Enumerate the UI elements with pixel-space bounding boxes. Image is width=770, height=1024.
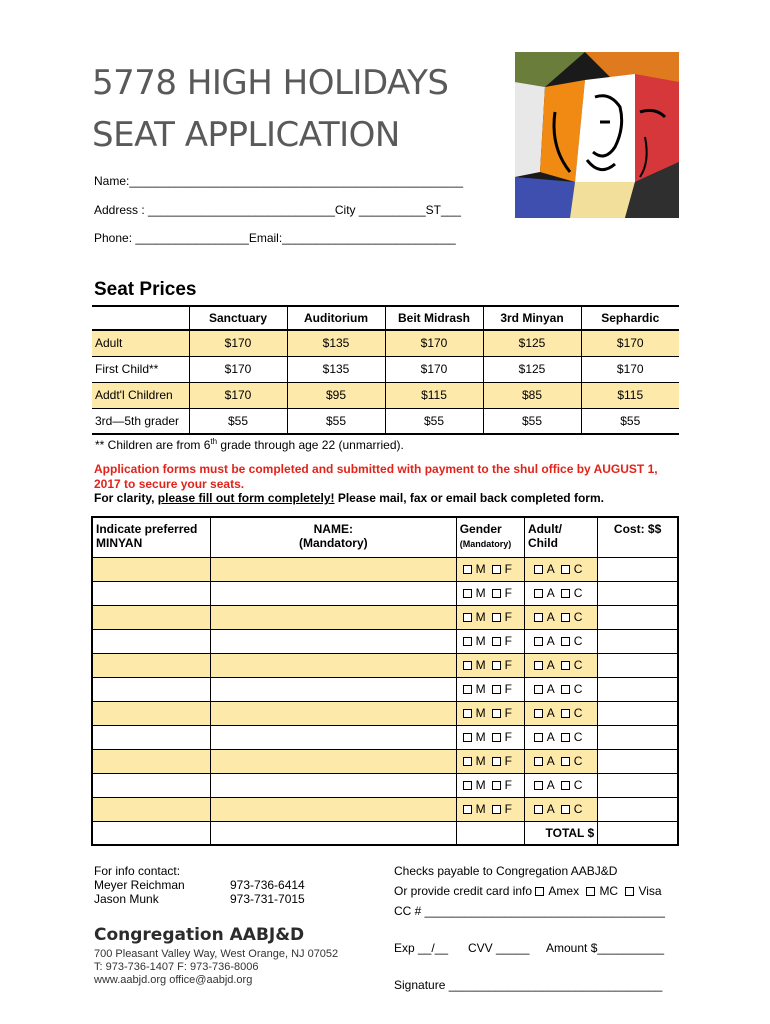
gender-checkbox-m[interactable]	[463, 661, 472, 670]
attendee-name-input[interactable]	[210, 725, 456, 749]
age-checkbox-a[interactable]	[534, 565, 543, 574]
price-header-beit-midrash: Beit Midrash	[385, 306, 483, 330]
name-field[interactable]: Name:__________________________________________________	[94, 174, 464, 188]
gender-checkbox-f[interactable]	[492, 781, 501, 790]
gender-checkbox-m[interactable]	[463, 709, 472, 718]
amex-checkbox[interactable]	[535, 887, 544, 896]
gender-checkbox-m[interactable]	[463, 781, 472, 790]
checks-payable: Checks payable to Congregation AABJ&D	[394, 864, 618, 878]
seat-prices-table	[92, 305, 679, 435]
attendee-name-input[interactable]	[210, 605, 456, 629]
contact-name-1: Meyer Reichman	[94, 878, 185, 892]
gender-checkbox-m[interactable]	[463, 685, 472, 694]
adult-child-options	[524, 581, 597, 605]
deadline-warning: Application forms must be completed and submitted with payment to the shul office by AUGUST 1, 2017 to secure your seats.	[94, 462, 658, 491]
price-header-sephardic: Sephardic	[581, 306, 679, 330]
adult-child-options	[524, 797, 597, 821]
age-checkbox-a[interactable]	[534, 733, 543, 742]
age-checkbox-c[interactable]	[561, 709, 570, 718]
price-row-first-child	[92, 356, 679, 382]
price-header-auditorium: Auditorium	[287, 306, 385, 330]
seat-application-form	[91, 516, 679, 846]
form-header-adult-child	[524, 517, 597, 557]
gender-option-label: F	[504, 754, 512, 768]
price-cell: $55	[287, 408, 385, 434]
cc-number-field[interactable]: CC # ____________________________________	[394, 904, 665, 918]
age-checkbox-a[interactable]	[534, 781, 543, 790]
price-cell: $85	[483, 382, 581, 408]
minyan-input[interactable]	[92, 581, 210, 605]
info-contact	[94, 864, 185, 906]
adult-child-options	[524, 605, 597, 629]
note-prefix: ** Children are from 6	[95, 438, 211, 452]
form-header-name-label: NAME:	[313, 522, 353, 536]
holiday-artwork	[515, 52, 679, 218]
note-suffix: grade through age 22 (unmarried).	[217, 438, 404, 452]
form-row	[92, 773, 678, 797]
gender-option-label: F	[504, 634, 512, 648]
page-title	[92, 57, 449, 161]
gender-checkbox-f[interactable]	[492, 709, 501, 718]
gender-options	[456, 653, 524, 677]
age-checkbox-c[interactable]	[561, 565, 570, 574]
age-checkbox-c[interactable]	[561, 757, 570, 766]
minyan-input[interactable]	[92, 653, 210, 677]
price-cell: $170	[189, 356, 287, 382]
age-checkbox-c[interactable]	[561, 589, 570, 598]
gender-checkbox-f[interactable]	[492, 733, 501, 742]
clarity-underlined: please fill out form completely!	[157, 491, 335, 505]
minyan-input[interactable]	[92, 677, 210, 701]
form-header-child-label: Child	[527, 536, 558, 550]
age-option-label: C	[573, 682, 583, 696]
form-header-name-sub: (Mandatory)	[298, 536, 368, 550]
gender-option-label: F	[504, 562, 512, 576]
attendee-name-input[interactable]	[210, 797, 456, 821]
age-checkbox-a[interactable]	[534, 805, 543, 814]
attendee-name-input[interactable]	[210, 557, 456, 581]
gender-option-label: F	[504, 802, 512, 816]
form-row	[92, 653, 678, 677]
gender-option-label: F	[504, 658, 512, 672]
minyan-input[interactable]	[92, 749, 210, 773]
price-header-blank	[92, 306, 189, 330]
gender-option-label: F	[504, 682, 512, 696]
age-checkbox-c[interactable]	[561, 613, 570, 622]
adult-child-options	[524, 773, 597, 797]
gender-options	[456, 677, 524, 701]
age-option-label: C	[573, 730, 583, 744]
gender-checkbox-m[interactable]	[463, 589, 472, 598]
price-cell: $115	[581, 382, 679, 408]
price-cell: $135	[287, 330, 385, 356]
age-option-label: A	[546, 610, 555, 624]
age-option-label: C	[573, 562, 583, 576]
price-header-sanctuary: Sanctuary	[189, 306, 287, 330]
price-cell: $170	[581, 356, 679, 382]
clarity-prefix: For clarity,	[94, 491, 158, 505]
mc-label: MC	[599, 884, 619, 898]
price-cell: $55	[189, 408, 287, 434]
seat-prices-heading: Seat Prices	[94, 279, 197, 300]
mc-checkbox[interactable]	[586, 887, 595, 896]
cost-input[interactable]	[598, 701, 678, 725]
price-row-label: Addt'l Children	[92, 382, 189, 408]
gender-checkbox-m[interactable]	[463, 613, 472, 622]
adult-child-options	[524, 725, 597, 749]
children-age-note	[95, 437, 404, 452]
adult-child-options	[524, 557, 597, 581]
age-option-label: A	[546, 754, 555, 768]
attendee-name-input[interactable]	[210, 653, 456, 677]
age-checkbox-c[interactable]	[561, 685, 570, 694]
gender-option-label: M	[475, 634, 486, 648]
total-spacer	[210, 821, 456, 845]
form-row	[92, 629, 678, 653]
form-row	[92, 749, 678, 773]
visa-checkbox[interactable]	[625, 887, 634, 896]
attendee-name-input[interactable]	[210, 773, 456, 797]
price-cell: $170	[189, 382, 287, 408]
form-header-name	[210, 517, 456, 557]
card-prefix: Or provide credit card info	[394, 884, 536, 898]
gender-option-label: M	[475, 778, 486, 792]
gender-checkbox-f[interactable]	[492, 757, 501, 766]
age-option-label: C	[573, 778, 583, 792]
gender-options	[456, 701, 524, 725]
gender-checkbox-m[interactable]	[463, 805, 472, 814]
cost-input[interactable]	[598, 557, 678, 581]
attendee-name-input[interactable]	[210, 701, 456, 725]
gender-option-label: M	[475, 586, 486, 600]
org-phones: T: 973-736-1407 F: 973-736-8006	[94, 961, 259, 973]
age-option-label: A	[546, 778, 555, 792]
form-header-gender	[456, 517, 524, 557]
minyan-input[interactable]	[92, 557, 210, 581]
price-cell: $170	[189, 330, 287, 356]
gender-options	[456, 797, 524, 821]
age-option-label: C	[573, 586, 583, 600]
gender-option-label: M	[475, 682, 486, 696]
cost-input[interactable]	[598, 797, 678, 821]
gender-options	[456, 725, 524, 749]
gender-option-label: M	[475, 730, 486, 744]
gender-option-label: M	[475, 658, 486, 672]
age-option-label: C	[573, 658, 583, 672]
form-row	[92, 557, 678, 581]
note-sup: th	[210, 437, 218, 446]
exp-field[interactable]: Exp __/__	[394, 941, 449, 955]
minyan-input[interactable]	[92, 605, 210, 629]
gender-checkbox-f[interactable]	[492, 565, 501, 574]
cost-input[interactable]	[598, 677, 678, 701]
adult-child-options	[524, 677, 597, 701]
gender-options	[456, 581, 524, 605]
gender-option-label: M	[475, 562, 486, 576]
cost-input[interactable]	[598, 773, 678, 797]
form-row	[92, 725, 678, 749]
gender-option-label: M	[475, 706, 486, 720]
org-web: www.aabjd.org office@aabjd.org	[94, 974, 253, 986]
form-header-gender-label: Gender	[459, 522, 502, 536]
org-address: 700 Pleasant Valley Way, West Orange, NJ 07052	[94, 948, 339, 960]
price-header-3rd-minyan: 3rd Minyan	[483, 306, 581, 330]
amount-field[interactable]: Amount $__________	[546, 941, 665, 955]
gender-option-label: F	[504, 778, 512, 792]
price-row-adult	[92, 330, 679, 356]
age-checkbox-c[interactable]	[561, 805, 570, 814]
price-cell: $170	[385, 356, 483, 382]
form-row	[92, 797, 678, 821]
gender-checkbox-m[interactable]	[463, 565, 472, 574]
gender-checkbox-f[interactable]	[492, 661, 501, 670]
adult-child-options	[524, 701, 597, 725]
price-row-additional-children	[92, 382, 679, 408]
age-option-label: A	[546, 682, 555, 696]
contact-phone-2: 973-731-7015	[230, 892, 305, 906]
age-checkbox-c[interactable]	[561, 637, 570, 646]
form-row	[92, 701, 678, 725]
price-cell: $55	[385, 408, 483, 434]
total-amount-input[interactable]	[598, 821, 678, 845]
age-checkbox-a[interactable]	[534, 757, 543, 766]
price-cell: $55	[581, 408, 679, 434]
price-row-label: Adult	[92, 330, 189, 356]
age-option-label: C	[573, 610, 583, 624]
contact-phones	[230, 878, 305, 906]
attendee-name-input[interactable]	[210, 677, 456, 701]
age-checkbox-c[interactable]	[561, 781, 570, 790]
minyan-input[interactable]	[92, 701, 210, 725]
cost-input[interactable]	[598, 581, 678, 605]
minyan-input[interactable]	[92, 773, 210, 797]
contact-heading: For info contact:	[94, 864, 181, 878]
price-row-label: First Child**	[92, 356, 189, 382]
cost-input[interactable]	[598, 725, 678, 749]
age-checkbox-c[interactable]	[561, 661, 570, 670]
age-option-label: A	[546, 706, 555, 720]
adult-child-options	[524, 629, 597, 653]
age-checkbox-a[interactable]	[534, 661, 543, 670]
age-option-label: A	[546, 730, 555, 744]
gender-checkbox-m[interactable]	[463, 637, 472, 646]
gender-option-label: F	[504, 610, 512, 624]
minyan-input[interactable]	[92, 725, 210, 749]
total-row	[92, 821, 678, 845]
title-line-2: SEAT APPLICATION	[92, 115, 400, 155]
gender-option-label: M	[475, 802, 486, 816]
form-row	[92, 581, 678, 605]
form-header-adult-label: Adult/	[527, 522, 562, 536]
title-line-1: 5778 HIGH HOLIDAYS	[92, 63, 449, 103]
adult-child-options	[524, 749, 597, 773]
attendee-name-input[interactable]	[210, 629, 456, 653]
gender-checkbox-m[interactable]	[463, 757, 472, 766]
total-label: TOTAL $	[524, 821, 597, 845]
cost-input[interactable]	[598, 629, 678, 653]
clarity-instruction	[94, 491, 604, 505]
gender-options	[456, 557, 524, 581]
age-option-label: A	[546, 634, 555, 648]
price-cell: $95	[287, 382, 385, 408]
visa-label: Visa	[638, 884, 662, 898]
minyan-input[interactable]	[92, 797, 210, 821]
total-spacer	[456, 821, 524, 845]
form-header-gender-sub: (Mandatory)	[459, 539, 512, 549]
gender-checkbox-f[interactable]	[492, 589, 501, 598]
amex-label: Amex	[548, 884, 580, 898]
cvv-field[interactable]: CVV _____	[468, 941, 530, 955]
cost-input[interactable]	[598, 749, 678, 773]
age-option-label: C	[573, 706, 583, 720]
price-cell: $115	[385, 382, 483, 408]
age-option-label: C	[573, 802, 583, 816]
gender-checkbox-f[interactable]	[492, 637, 501, 646]
gender-checkbox-f[interactable]	[492, 613, 501, 622]
contact-phone-1: 973-736-6414	[230, 878, 305, 892]
gender-options	[456, 629, 524, 653]
card-options	[394, 884, 662, 898]
gender-option-label: F	[504, 586, 512, 600]
address-field[interactable]: Address : ____________________________City __________ST___	[94, 203, 461, 217]
age-option-label: A	[546, 658, 555, 672]
clarity-suffix: Please mail, fax or email back completed form.	[334, 491, 604, 505]
form-row	[92, 605, 678, 629]
attendee-name-input[interactable]	[210, 581, 456, 605]
gender-option-label: F	[504, 730, 512, 744]
cost-input[interactable]	[598, 605, 678, 629]
price-cell: $125	[483, 330, 581, 356]
age-option-label: C	[573, 754, 583, 768]
age-checkbox-a[interactable]	[534, 637, 543, 646]
price-cell: $125	[483, 356, 581, 382]
gender-options	[456, 749, 524, 773]
gender-options	[456, 605, 524, 629]
form-header-cost: Cost: $$	[598, 517, 678, 557]
attendee-name-input[interactable]	[210, 749, 456, 773]
gender-checkbox-m[interactable]	[463, 733, 472, 742]
age-checkbox-a[interactable]	[534, 685, 543, 694]
total-spacer	[92, 821, 210, 845]
org-name: Congregation AABJ&D	[94, 925, 305, 945]
gender-options	[456, 773, 524, 797]
price-cell: $170	[385, 330, 483, 356]
price-cell: $135	[287, 356, 385, 382]
gender-checkbox-f[interactable]	[492, 685, 501, 694]
form-header-minyan: Indicate preferred MINYAN	[92, 517, 210, 557]
age-option-label: A	[546, 802, 555, 816]
age-option-label: A	[546, 586, 555, 600]
age-option-label: C	[573, 634, 583, 648]
adult-child-options	[524, 653, 597, 677]
minyan-input[interactable]	[92, 629, 210, 653]
price-cell: $170	[581, 330, 679, 356]
signature-field[interactable]: Signature ________________________________	[394, 978, 663, 992]
price-row-label: 3rd—5th grader	[92, 408, 189, 434]
contact-name-2: Jason Munk	[94, 892, 159, 906]
cost-input[interactable]	[598, 653, 678, 677]
form-row	[92, 677, 678, 701]
price-row-grader	[92, 408, 679, 434]
age-checkbox-c[interactable]	[561, 733, 570, 742]
gender-option-label: F	[504, 706, 512, 720]
age-checkbox-a[interactable]	[534, 709, 543, 718]
org-info	[94, 948, 338, 987]
phone-email-field[interactable]: Phone: _________________Email:__________________________	[94, 231, 456, 245]
gender-option-label: M	[475, 610, 486, 624]
age-checkbox-a[interactable]	[534, 613, 543, 622]
gender-checkbox-f[interactable]	[492, 805, 501, 814]
age-checkbox-a[interactable]	[534, 589, 543, 598]
gender-option-label: M	[475, 754, 486, 768]
price-cell: $55	[483, 408, 581, 434]
age-option-label: A	[546, 562, 555, 576]
